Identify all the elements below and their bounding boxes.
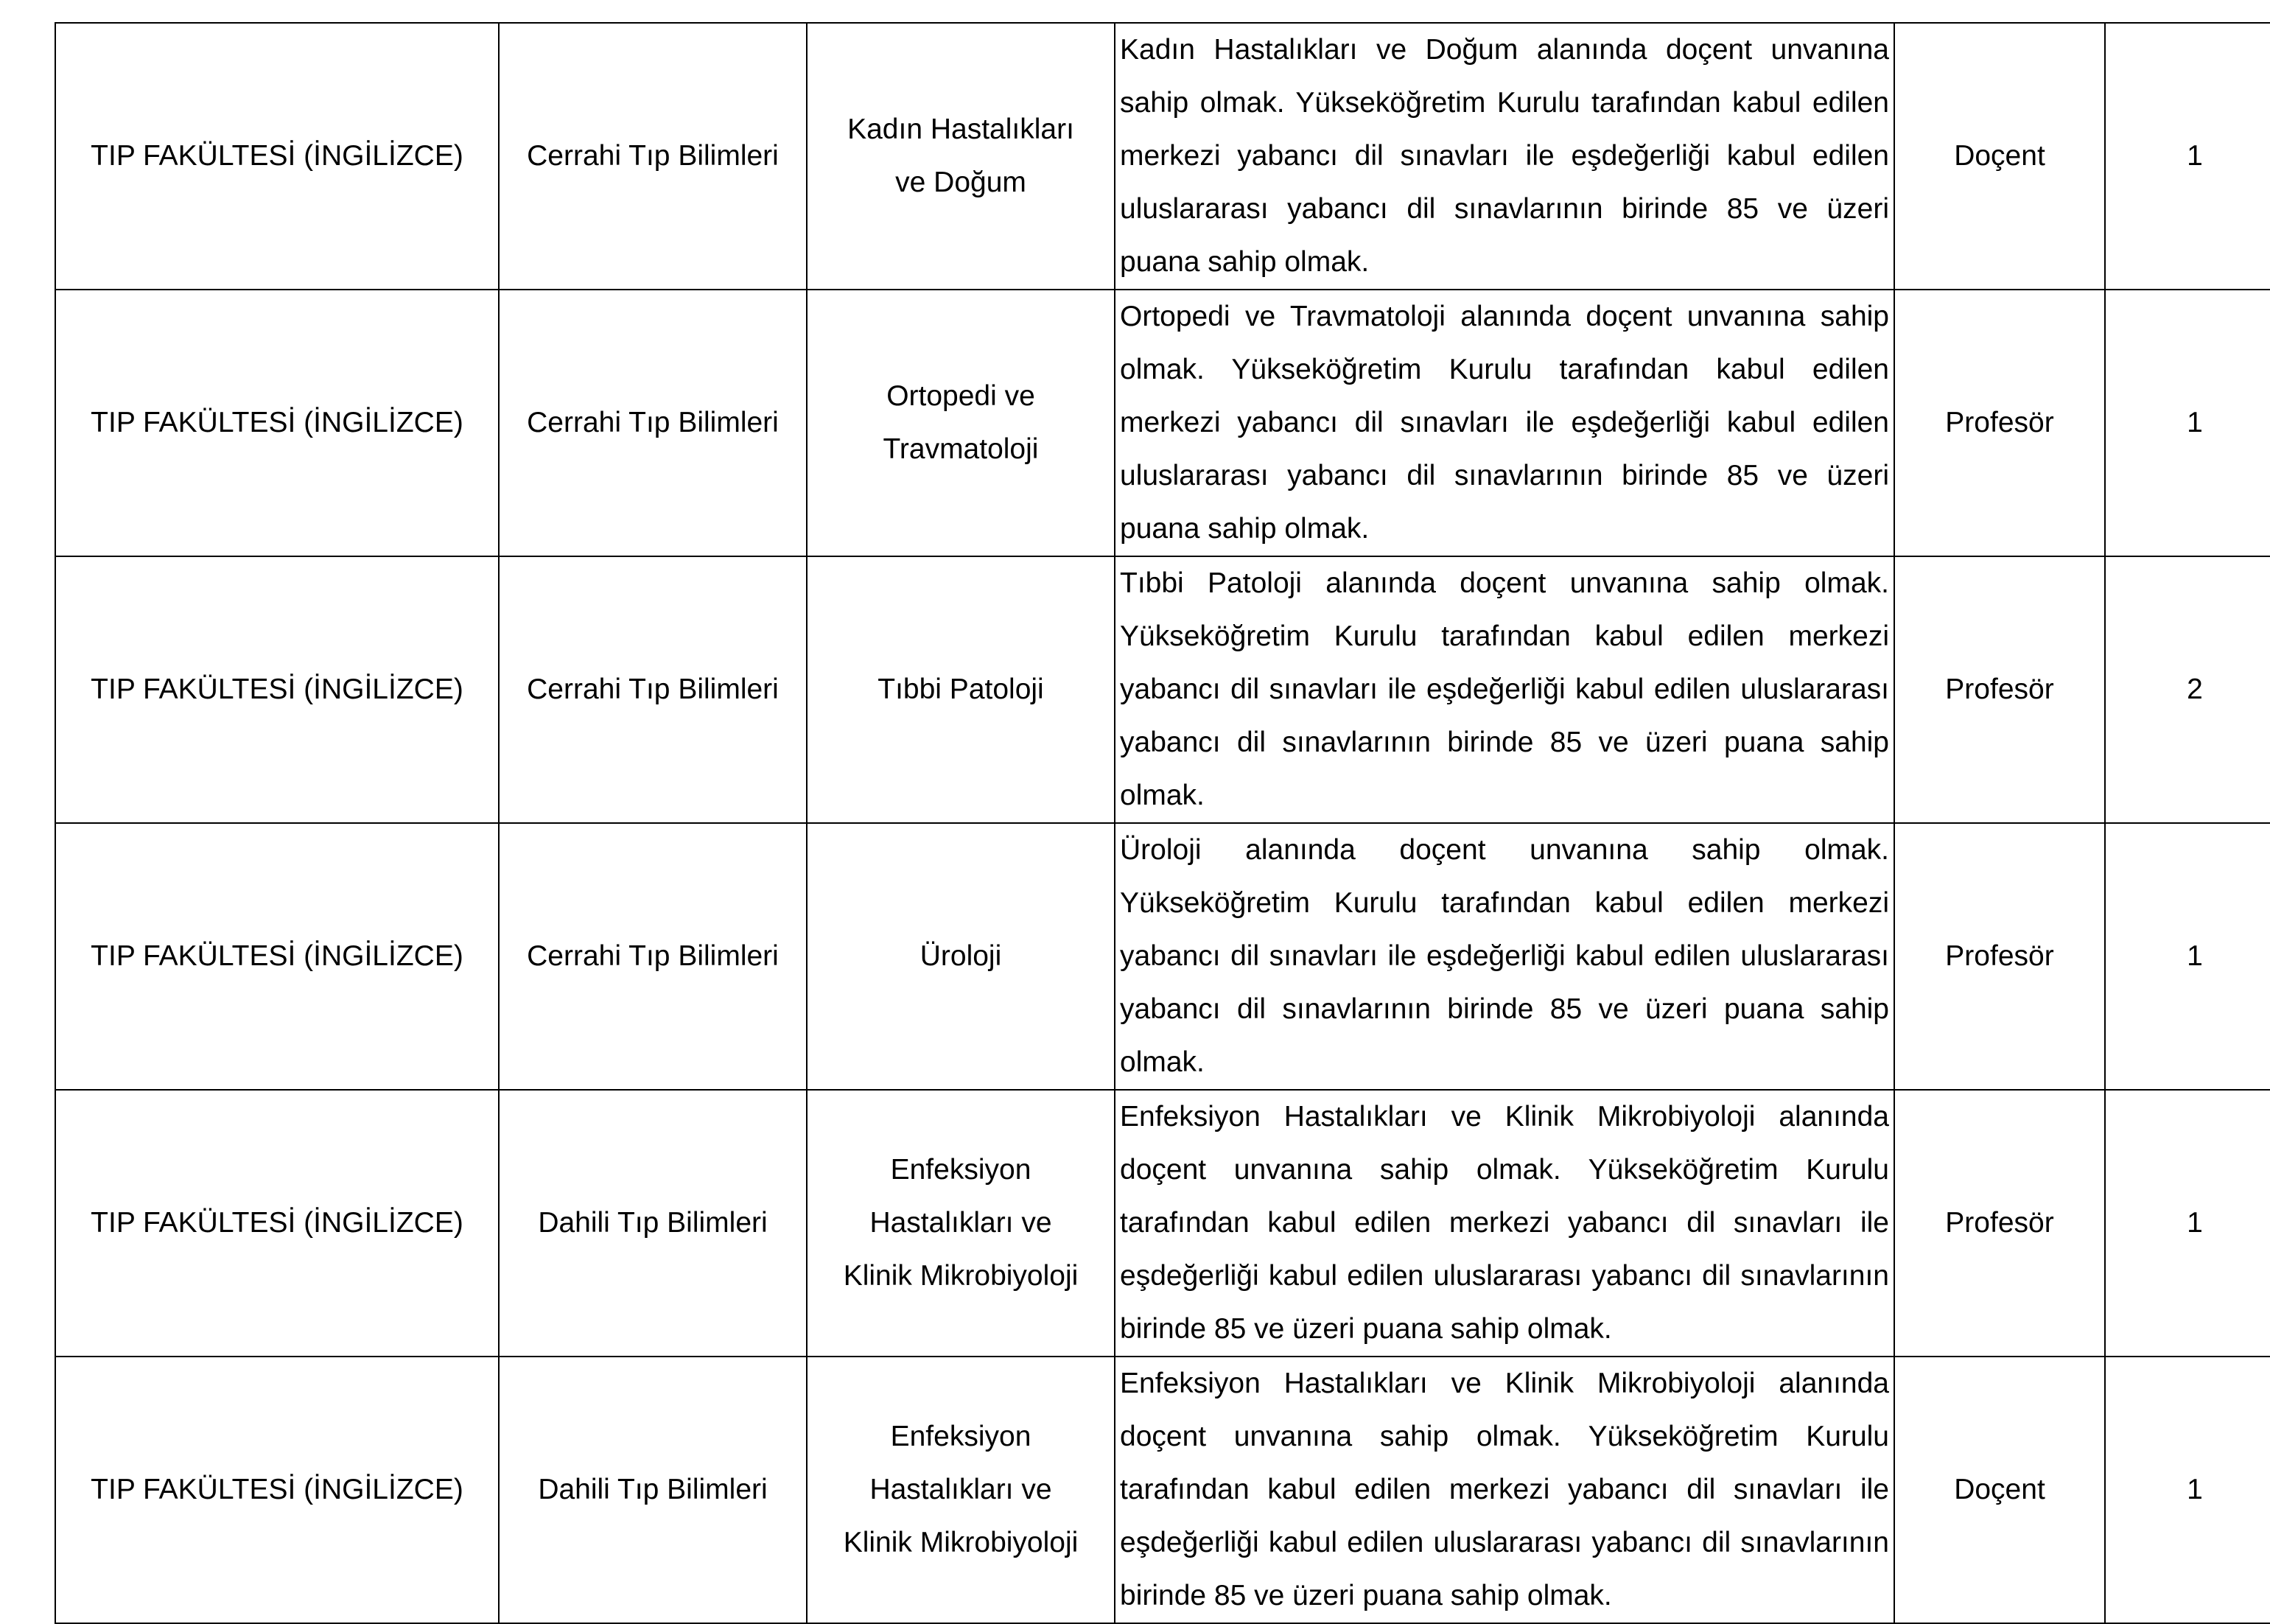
faculty-cell	[55, 823, 499, 1090]
table-row	[55, 1357, 2270, 1623]
requirements-text: Tıbbi Patoloji alanında doçent unvanına sahip olmak. Yükseköğretim Kurulu tarafından kabul edilen merkezi yabancı dil sınavları ile eşdeğerliği kabul edilen uluslararası yabancı dil sınavlarının birinde 85 ve üzeri puana sahip olmak.	[1120, 567, 1889, 811]
department-text: Cerrahi Tıp Bilimleri	[527, 407, 779, 438]
title-cell	[1894, 23, 2105, 290]
department-cell	[499, 1357, 807, 1623]
department-text: Cerrahi Tıp Bilimleri	[527, 673, 779, 705]
program-cell	[807, 1090, 1115, 1357]
faculty-text: TIP FAKÜLTESİ (İNGİLİZCE)	[91, 140, 463, 172]
count-cell	[2105, 556, 2270, 823]
faculty-cell	[55, 290, 499, 556]
title-text: Profesör	[1945, 407, 2054, 438]
department-cell	[499, 823, 807, 1090]
title-text: Doçent	[1954, 1474, 2045, 1505]
requirements-cell	[1115, 23, 1894, 290]
program-text: Ortopedi ve Travmatoloji	[883, 380, 1039, 465]
department-text: Dahili Tıp Bilimleri	[538, 1474, 768, 1505]
requirements-text: Enfeksiyon Hastalıkları ve Klinik Mikrobiyoloji alanında doçent unvanına sahip olmak. Yükseköğretim Kurulu tarafından kabul edilen merkezi yabancı dil sınavları ile eşdeğerliği kabul edilen uluslararası yabancı dil sınavlarının birinde 85 ve üzeri puana sahip olmak.	[1120, 1368, 1889, 1611]
requirements-cell	[1115, 823, 1894, 1090]
count-text: 1	[2187, 1207, 2203, 1239]
requirements-cell	[1115, 556, 1894, 823]
count-text: 1	[2187, 407, 2203, 438]
table-row	[55, 1090, 2270, 1357]
count-text: 1	[2187, 1474, 2203, 1505]
faculty-text: TIP FAKÜLTESİ (İNGİLİZCE)	[91, 940, 463, 972]
table-row	[55, 23, 2270, 290]
faculty-text: TIP FAKÜLTESİ (İNGİLİZCE)	[91, 1207, 463, 1239]
faculty-text: TIP FAKÜLTESİ (İNGİLİZCE)	[91, 673, 463, 705]
department-text: Cerrahi Tıp Bilimleri	[527, 140, 779, 172]
requirements-cell	[1115, 290, 1894, 556]
department-cell	[499, 23, 807, 290]
title-text: Profesör	[1945, 1207, 2054, 1239]
requirements-text: Üroloji alanında doçent unvanına sahip olmak. Yükseköğretim Kurulu tarafından kabul edilen merkezi yabancı dil sınavları ile eşdeğerliği kabul edilen uluslararası yabancı dil sınavlarının birinde 85 ve üzeri puana sahip olmak.	[1120, 834, 1889, 1078]
requirements-text: Enfeksiyon Hastalıkları ve Klinik Mikrobiyoloji alanında doçent unvanına sahip olmak. Yükseköğretim Kurulu tarafından kabul edilen merkezi yabancı dil sınavları ile eşdeğerliği kabul edilen uluslararası yabancı dil sınavlarının birinde 85 ve üzeri puana sahip olmak.	[1120, 1101, 1889, 1345]
title-text: Profesör	[1945, 940, 2054, 972]
program-text: Enfeksiyon Hastalıkları ve Klinik Mikrobiyoloji	[843, 1154, 1079, 1292]
faculty-text: TIP FAKÜLTESİ (İNGİLİZCE)	[91, 1474, 463, 1505]
program-text: Kadın Hastalıkları ve Doğum	[847, 113, 1074, 198]
department-text: Cerrahi Tıp Bilimleri	[527, 940, 779, 972]
title-cell	[1894, 1090, 2105, 1357]
faculty-cell	[55, 1090, 499, 1357]
faculty-cell	[55, 556, 499, 823]
count-text: 2	[2187, 673, 2203, 705]
program-cell	[807, 556, 1115, 823]
faculty-cell	[55, 23, 499, 290]
requirements-text: Ortopedi ve Travmatoloji alanında doçent unvanına sahip olmak. Yükseköğretim Kurulu tarafından kabul edilen merkezi yabancı dil sınavları ile eşdeğerliği kabul edilen uluslararası yabancı dil sınavlarının birinde 85 ve üzeri puana sahip olmak.	[1120, 301, 1889, 545]
title-cell	[1894, 290, 2105, 556]
title-text: Doçent	[1954, 140, 2045, 172]
program-cell	[807, 823, 1115, 1090]
program-cell	[807, 1357, 1115, 1623]
department-text: Dahili Tıp Bilimleri	[538, 1207, 768, 1239]
faculty-text: TIP FAKÜLTESİ (İNGİLİZCE)	[91, 407, 463, 438]
faculty-cell	[55, 1357, 499, 1623]
program-text: Üroloji	[919, 940, 1002, 972]
requirements-cell	[1115, 1090, 1894, 1357]
program-text: Enfeksiyon Hastalıkları ve Klinik Mikrobiyoloji	[843, 1421, 1079, 1558]
title-cell	[1894, 556, 2105, 823]
department-cell	[499, 1090, 807, 1357]
title-cell	[1894, 823, 2105, 1090]
title-cell	[1894, 1357, 2105, 1623]
requirements-text: Kadın Hastalıkları ve Doğum alanında doçent unvanına sahip olmak. Yükseköğretim Kurulu tarafından kabul edilen merkezi yabancı dil sınavları ile eşdeğerliği kabul edilen uluslararası yabancı dil sınavlarının birinde 85 ve üzeri puana sahip olmak.	[1120, 34, 1889, 278]
count-cell	[2105, 1090, 2270, 1357]
position-table	[55, 22, 2270, 1624]
table-row	[55, 290, 2270, 556]
table-body	[55, 23, 2270, 1623]
count-cell	[2105, 1357, 2270, 1623]
title-text: Profesör	[1945, 673, 2054, 705]
program-cell	[807, 23, 1115, 290]
count-cell	[2105, 23, 2270, 290]
department-cell	[499, 556, 807, 823]
program-text: Tıbbi Patoloji	[877, 673, 1044, 705]
count-text: 1	[2187, 140, 2203, 172]
requirements-cell	[1115, 1357, 1894, 1623]
table-row	[55, 823, 2270, 1090]
table-row	[55, 556, 2270, 823]
count-text: 1	[2187, 940, 2203, 972]
count-cell	[2105, 290, 2270, 556]
department-cell	[499, 290, 807, 556]
program-cell	[807, 290, 1115, 556]
count-cell	[2105, 823, 2270, 1090]
